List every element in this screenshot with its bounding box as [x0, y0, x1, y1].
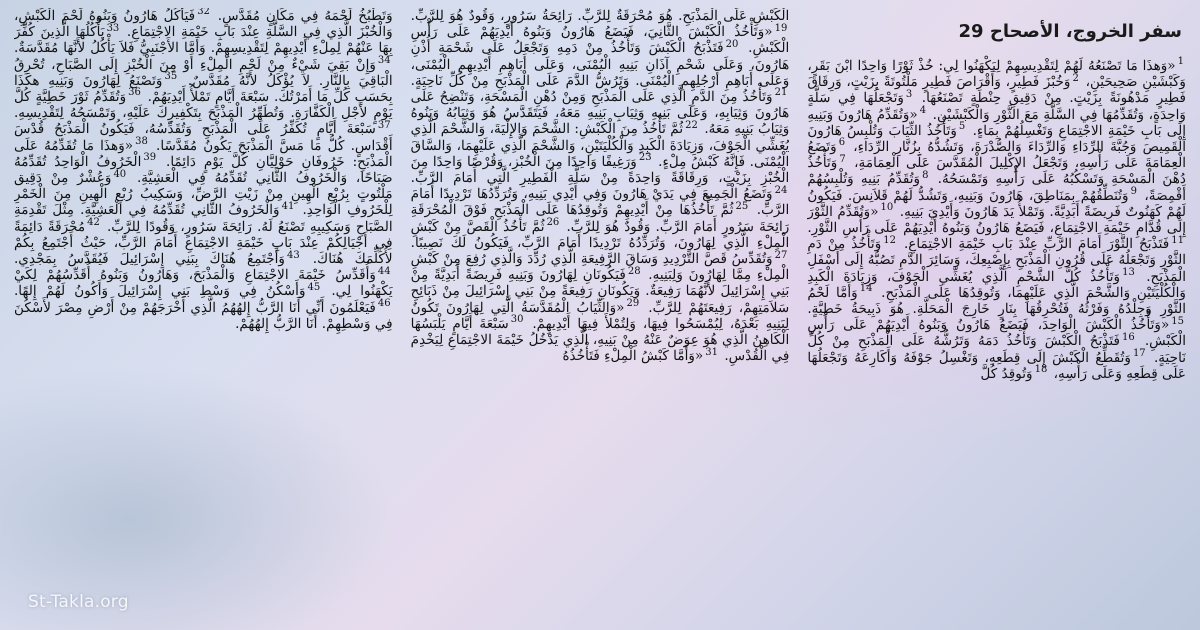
verse-number: 30	[510, 314, 524, 326]
verse-number: 40	[113, 168, 127, 180]
verse-number: 16	[1122, 331, 1135, 343]
verse-text: وَتُوقِدُ كُلَّ	[980, 365, 1033, 382]
column-right-body	[807, 58, 1186, 382]
verse-number: 1	[1177, 56, 1184, 68]
verse-number: 17	[1132, 348, 1146, 360]
column-middle	[411, 8, 790, 614]
verse	[411, 8, 790, 24]
verse-number: 19	[774, 22, 788, 34]
verse-text: وَرَغِيفًا وَاحِدًا مِنَ الْخُبْزِ، وَقُرْصًا وَاحِدًا مِنَ الْخُبْزِ بِزَيْتٍ، وَرِقَاقَةً وَاحِدَةً مِنْ سَلَّةِ الْفَطِيرِ الَّتِي أَمَامَ الرَّبِّ.	[410, 153, 790, 187]
verse-number: 34	[377, 55, 391, 67]
verse-text: «وَهذَا مَا تَصْنَعُهُ لَهُمْ لِتَقْدِيسِهِمْ لِيَكْهَنُوا لِي: خُذْ ثَوْرًا وَاحِدًا ابْنَ بَقَرٍ، وَكَبْشَيْنِ صَحِيحَيْنِ،	[807, 58, 1186, 91]
verse-text: وَتَصْنَعُ لِهَارُونَ وَبَنِيهِ هكَذَا بِحَسَبِ كُلِّ مَا أَمَرْتُكَ. سَبْعَةَ أَيَّامٍ تَمْلأُ أَيْدِيَهُمْ.	[13, 72, 393, 106]
verse-number: 4	[919, 105, 927, 117]
verse-text: «وَهذَا مَا تُقَدِّمُهُ عَلَى الْمَذْبَحِ: خَرُوفَانِ حَوْلِيَّانِ كُلَّ يَوْمٍ دَائِمًا.	[13, 137, 393, 170]
verse-number: 7	[839, 153, 846, 165]
verse-text: ثُمَّ تَأْخُذُ الْقَصَّ مِنْ كَبْشِ الْمِلْءِ الَّذِي لِهَارُونَ، وَتُرَدِّدُهُ تَرْدِيدًا أَمَامَ الرَّبِّ، فَيَكُونُ لَكَ نَصِيبًا.	[410, 218, 790, 251]
verse-text: فَيَكُونَانِ لِهَارُونَ وَبَنِيهِ فَرِيضَةً أَبَدِيَّةً مِنْ بَنِي إِسْرَائِيلَ لأَنَّهُمَا رَفِيعَةٌ. وَيَكُونَانِ رَفِيعَةً مِنْ بَنِي إِسْرَائِيلَ مِنْ ذَبَائِحِ سَلاَمَتِهِمْ، رَفِيعَتَهُمْ لِلرَّبِّ.	[410, 267, 790, 316]
verse-text: «وَتَأْخُذُ الْكَبْشَ الثَّانِيَ، فَيَضَعُ هَارُونُ وَبَنُوهُ أَيْدِيَهُمْ عَلَى رَأْسِ الْكَبْشِ.	[410, 24, 790, 57]
verse-number: 13	[1122, 267, 1135, 279]
text-columns	[14, 8, 1186, 614]
verse-number: 37	[377, 119, 391, 131]
verse-number: 3	[905, 88, 913, 100]
verse-text: «وَتُقَدِّمُ هَارُونَ وَبَنِيهِ إِلَى بَابِ خَيْمَةِ الاجْتِمَاعِ وَتَغْسِلُهُمْ بِمَاءٍ.	[807, 106, 1186, 139]
verse-text: وَتَطْبُخُ لَحْمَهُ فِي مَكَانٍ مُقَدَّسٍ.	[217, 8, 393, 24]
verse-text: وَتَأْخُذُ الثِّيَابَ وَتُلْبِسُ هَارُونَ الْقَمِيصَ وَجُبَّةَ الرِّدَاءِ وَالرِّدَاءَ وَالصُّدْرَةَ، وَتَشُدُّهُ بِزُنَّارِ الرِّدَاءِ،	[807, 122, 1186, 156]
verse-text: وَالْخَرُوفُ الثَّانِي تُقَدِّمُهُ فِي الْعَشِيَّةِ. مِثْلَ تَقْدِمَةِ الصَّبَاحِ وَسَكِيبِهِ تَصْنَعُ لَهُ. رَائِحَةَ سَرُورٍ، وَقُودًا لِلرَّبِّ.	[13, 202, 393, 235]
verse	[14, 283, 322, 299]
verse-text: الْخَرُوفُ الْوَاحِدُ تُقَدِّمُهُ صَبَاحًا، وَالْخَرُوفُ الثَّانِي تُقَدِّمُهُ فِي الْعَشِيَّةِ.	[13, 153, 393, 187]
verse	[411, 40, 790, 88]
verse-number: 21	[774, 87, 788, 99]
verse-text: وَعُشْرٌ مِنْ دَقِيق مَلْتُوتٍ بِرُبْعِ الْهِينِ مِنْ زَيْتِ الرَّضِّ، وَسَكِيبُ رُبْعِ الْهِينِ مِنَ الْخَمْرِ لِلْخَرُوفِ الْوَاحِدِ.	[13, 170, 393, 219]
verse-number: 25	[735, 200, 749, 212]
verse-text: يَأْكُلُهَا الَّذِينَ كُفِّرَ بِهَا عَنْهُمْ لِمِلْءِ أَيْدِيهِمْ لِتَقْدِيسِهِمْ. وَأَمَّا الأَجْنَبِيُّ فَلاَ يَأْكُلُ لأَنَّهَا مُقَدَّسَةٌ.	[13, 24, 393, 57]
verse-text: وَأَجْتَمِعُ هُنَاكَ بِبَنِي إِسْرَائِيلَ فَيُقَدَّسُ بِمَجْدِي.	[13, 251, 286, 268]
verse-number: 5	[958, 121, 966, 133]
verse-text: وَأَسْكُنُ فِي وَسْطِ بَنِي إِسْرَائِيلَ وَأَكُونُ لَهُمْ إِلهًا.	[13, 283, 306, 300]
verse-number: 14	[859, 283, 873, 295]
verse-text: وَتَجْعَلُهَا فِي سَلَّةٍ وَاحِدَةٍ، وَتُقَدِّمُهَا فِي السَّلَّةِ مَعَ الثَّوْرِ وَالْكَبْشَيْنِ.	[807, 90, 1186, 123]
verse-number: 46	[377, 298, 391, 310]
verse-number: 28	[627, 265, 641, 277]
verse-text: وَتَأْخُذُ كُلَّ الشَّحْمِ الَّذِي يُغَشِّي الْجَوْفَ، وَزِيَادَةَ الْكَبِدِ وَالْكُلْيَتَيْنِ وَالشَّحْمَ الَّذِي عَلَيْهِمَا، وَتُوقِدُهَا عَلَى الْمَذْبَحِ.	[807, 268, 1186, 301]
verse-number: 9	[1130, 186, 1137, 198]
verse-text: وَتُقَدِّمُ ثَوْرَ خَطِيَّةٍ كُلَّ يَوْمٍ لأَجْلِ الْكَفَّارَةِ. وَتُطَهِّرُ الْمَذْبَحَ بِتَكْفِيرِكَ عَلَيْهِ، وَتَمْسَحُهُ لِتَقْدِيسِهِ.	[13, 89, 393, 122]
verse	[904, 236, 1186, 252]
verse-text: مُحْرَقَةً دَائِمَةً فِي أَجْيَالِكُمْ عِنْدَ بَابِ خَيْمَةِ الاجْتِمَاعِ أَمَامَ الرَّبِّ، حَيْثُ أَجْتَمِعُ بِكُمْ لأُكَلِّمَكَ هُنَاكَ.	[13, 218, 393, 268]
verse-text: وَتَضَعُ الْجَمِيعَ فِي يَدَيْ هَارُونَ وَفِي أَيْدِي بَنِيهِ، وَتُرَدِّدُهَا تَرْدِيدًا أَمَامَ الرَّبِّ.	[410, 186, 790, 219]
verse-number: 2	[1072, 72, 1079, 84]
verse-text: وَتَضَعُ الْعِمَامَةَ عَلَى رَأْسِهِ، وَتَجْعَلُ الإِكْلِيلَ الْمُقَدَّسَ عَلَى الْعِمَامَةِ،	[807, 139, 1186, 172]
verse-number: 32	[197, 8, 210, 18]
verse-text: الْكَبْشِ عَلَى الْمَذْبَحِ. هُوَ مُحْرَقَةٌ لِلرَّبِّ. رَائِحَةُ سَرُورٍ، وَقُودٌ هُوَ لِلرَّبِّ.	[410, 8, 790, 24]
site-watermark: St-Takla.org	[28, 592, 129, 612]
verse-text: فَيَعْلَمُونَ أَنِّي أَنَا الرَّبُّ إِلهُهُمُ الَّذِي أَخْرَجَهُمْ مِنْ أَرْضِ مِصْرَ لأَسْكُنَ فِي وَسْطِهِمْ. أَنَا الرَّبُّ إِلهُهُمْ.	[13, 299, 393, 332]
verse-text: وَأُقَدِّسُ خَيْمَةَ الاجْتِمَاعِ وَالْمَذْبَحَ، وَهَارُونُ وَبَنُوهُ أُقَدِّسُهُمْ لِكَيْ يَكْهَنُوا لِي.	[13, 267, 393, 300]
column-left-body	[14, 8, 393, 332]
verse-number: 26	[546, 217, 560, 229]
verse-number: 39	[143, 152, 157, 164]
verse-text: وَتَأْخُذُ مِنَ الدَّمِ الَّذِي عَلَى الْمَذْبَحِ وَمِنْ دُهْنِ الْمَسْحَةِ، وَتَنْضِحُ عَلَى هَارُونَ وَثِيَابِهِ، وَعَلَى بَنِيهِ وَثِيَابِ بَنِيهِ مَعَهُ، فَيَتَقَدَّسُ هُوَ وَثِيَابُهُ وَبَنُوهُ وَثِيَابُ بَنِيهِ مَعَهُ.	[410, 89, 790, 138]
verse	[562, 348, 720, 364]
verse-text: «وَأَمَّا كَبْشُ الْمِلْءِ فَتَأْخُذُهُ	[562, 348, 704, 365]
page-title: سفر الخروج، الأصحاح 29	[958, 21, 1182, 42]
verse-number: 27	[774, 249, 788, 261]
verse-text: وَتَأْخُذُ مِنْ دَمِ الثَّوْرِ وَتَجْعَلُهُ عَلَى قُرُونِ الْمَذْبَحِ بِإِصْبِعِكَ، وَسَائِرَ الدَّمِ تَصُبُّهُ إِلَى أَسْفَلِ الْمَذْبَحِ.	[807, 236, 1186, 285]
verse-number: 20	[725, 38, 739, 50]
verse-number: 15	[1171, 315, 1184, 327]
verse-number: 36	[128, 87, 141, 99]
verse-text: «وَتُقَدِّمُ الثَّوْرَ إِلَى قُدَّامِ خَيْمَةِ الاجْتِمَاعِ، فَيَضَعُ هَارُونُ وَبَنُوهُ أَيْدِيَهُمْ عَلَى رَأْسِ الثَّوْرِ.	[807, 203, 1186, 237]
verse-number: 10	[880, 202, 894, 214]
verse-number: 12	[883, 234, 897, 246]
verse-text: فَتَذْبَحُ الْكَبْشَ وَتَأْخُذُ مِنْ دَمِهِ وَتَجْعَلُ عَلَى شَحْمَةِ أُذْنِ هَارُونَ، وَعَلَى شَحْمِ آذَانِ بَنِيهِ الْيُمْنَى، وَعَلَى أَبَاهِمِ أَيْدِيهِمِ الْيُمْنَى، وَعَلَى أَبَاهِمِ أَرْجُلِهِمِ الْيُمْنَى. وَتَرُشُّ الدَّمَ عَلَى الْمَذْبَحِ مِنْ كُلِّ نَاحِيَةٍ.	[410, 40, 790, 89]
verse-text: وَتُقَدِّسُ قَصَّ التَّرْدِيدِ وَسَاقَ الرَّفِيعَةِ الَّذِي رُدِّدَ وَالَّذِي رُفِعَ مِنْ كَبْشِ الْمِلْءِ مِمَّا لِهَارُونَ وَلِبَنِيهِ.	[410, 251, 790, 284]
verse-number: 31	[705, 346, 718, 358]
verse-text: ثُمَّ تَأْخُذُهَا مِنْ أَيْدِيهِمْ وَتُوقِدُهَا عَلَى الْمَذْبَحِ فَوْقَ الْمُحْرَقَةِ رَائِحَةَ سَرُورٍ أَمَامَ الرَّبِّ. وَقُودٌ هُوَ لِلرَّبِّ.	[410, 202, 790, 235]
verse-text: وَتَأْخُذُ دُهْنَ الْمَسْحَةِ وَتَسْكُبُهُ عَلَى رَأْسِهِ وَتَمْسَحُهُ.	[807, 155, 1186, 188]
column-right	[807, 8, 1186, 614]
column-middle-body	[411, 8, 790, 364]
verse	[14, 300, 393, 332]
verse-number: 35	[164, 71, 178, 83]
verse-text: وَتُقَدِّمُ بَنِيهِ وَتُلْبِسُهُمْ أَقْمِصَةً،	[807, 171, 1186, 204]
verse-text: «وَالثِّيَابُ الْمُقَدَّسَةُ الَّتِي لِهَارُونَ تَكُونُ لِبَنِيهِ بَعْدَهُ، لِيُمْسَحُوا فِيهَا، وَلِتُمْلأَ فِيهَا أَيْدِيهِمْ.	[410, 299, 790, 332]
verse-number: 11	[1171, 234, 1184, 246]
verse	[14, 251, 302, 267]
verse-number: 6	[838, 137, 846, 149]
verse-number: 38	[135, 136, 148, 148]
verse-number: 45	[307, 281, 321, 293]
verse-text: «وَتَأْخُذُ الْكَبْشَ الْوَاحِدَ، فَيَضَعُ هَارُونُ وَبَنُوهُ أَيْدِيَهُمْ عَلَى رَأْسِ الْكَبْشِ.	[807, 317, 1186, 350]
verse-text: وَإِنْ بَقِيَ شَيْءٌ مِنْ لَحْمِ الْمِلْءِ أَوْ مِنَ الْخُبْزِ إِلَى الصَّبَاحِ، تُحْرِقُ الْبَاقِيَ بِالنَّارِ. لاَ يُؤْكَلُ لأَنَّهُ مُقَدَّسٌ.	[13, 56, 393, 89]
verse-number: 23	[638, 152, 652, 164]
verse-text: فَيَأْكُلُ هَارُونُ وَبَنُوهُ لَحْمَ الْكَبْشِ، وَالْخُبْزَ الَّذِي فِي السَّلَّةِ عِنْدَ بَابِ خَيْمَةِ الاجْتِمَاعِ.	[13, 8, 393, 41]
verse-text: وَتُنَطِّقُهُمْ بِمَنَاطِقَ، هَارُونَ وَبَنِيهِ، وَتَشُدُّ لَهُمْ قَلاَنِسَ. فَيَكُونُ لَهُمْ كَهَنُوتٌ فَرِيضَةً أَبَدِيَّةً. وَتَمْلأُ يَدَ هَارُونَ وَأَيْدِيَ بَنِيهِ.	[807, 187, 1186, 220]
verse	[218, 8, 393, 24]
verse-number: 22	[685, 119, 698, 131]
verse-text: وَتُقَطِّعُ الْكَبْشَ إِلَى قِطَعِهِ، وَتَغْسِلُ جَوْفَهُ وَأَكَارِعَهُ وَتَجْعَلُهَا عَلَى قِطَعِهِ وَعَلَى رَأْسِهِ،	[807, 349, 1186, 382]
verse-text: ثُمَّ تَأْخُذُ مِنَ الْكَبْشِ: الشَّحْمَ وَالإِلْيَةَ، وَالشَّحْمَ الَّذِي يُغَشِّي الْجَوْفَ، وَزِيَادَةَ الْكَبِدِ وَالْكُلْيَتَيْنِ، وَالشَّحْمَ الَّذِي عَلَيْهِمَا، وَالسَّاقَ الْيُمْنَى. فَإِنَّهُ كَبْشُ مِلْءٍ.	[410, 121, 790, 170]
verse-text: وَخُبْزَ فَطِيرٍ، وَأَقْرَاصَ فَطِيرٍ مَلْتُوتَةً بِزَيْتٍ، وَرِقَاقَ فَطِيرٍ مَدْهُونَةً بِزَيْتٍ. مِنْ دَقِيقِ حِنْطَةٍ تَصْنَعُهَا.	[807, 74, 1186, 107]
verse-text: سَبْعَةَ أَيَّامٍ يَلْبَسُهَا الْكَاهِنُ الَّذِي هُوَ عِوَضٌ عَنْهُ مِنْ بَنِيهِ، الَّذِي يَدْخُلُ خَيْمَةَ الاجْتِمَاعِ لِيَخْدِمَ فِي الْقُدْسِ.	[410, 315, 790, 365]
verse-number: 43	[287, 249, 300, 261]
verse-number: 24	[774, 184, 788, 196]
verse-number: 8	[922, 169, 929, 181]
verse-text: فَتَذْبَحُ الثَّوْرَ أَمَامَ الرَّبِّ عِنْدَ بَابِ خَيْمَةِ الاجْتِمَاعِ.	[903, 236, 1170, 253]
verse-number: 33	[106, 22, 120, 34]
verse-text: سَبْعَةَ أَيَّامٍ تُكَفِّرُ عَلَى الْمَذْبَحِ وَتُقَدِّسُهُ، فَيَكُونُ الْمَذْبَحُ قُدْسَ أَقْدَاسٍ. كُلُّ مَا مَسَّ الْمَذْبَحَ يَكُونُ مُقَدَّسًا.	[13, 121, 393, 154]
column-left	[14, 8, 393, 614]
verse-text: فَتَذْبَحُ الْكَبْشَ وَتَأْخُذُ دَمَهُ وَتَرُشُّهُ عَلَى الْمَذْبَحِ مِنْ كُلِّ نَاحِيَةٍ.	[807, 333, 1186, 366]
verse-number: 29	[626, 298, 640, 310]
verse-number: 41	[281, 200, 295, 212]
verse-number: 44	[377, 265, 391, 277]
verse-number: 42	[87, 217, 100, 229]
verse-text: وَأَمَّا لَحْمُ الثَّوْرِ وَجِلْدُهُ وَفَرْثُهُ فَتُحْرِقُهَا بِنَارٍ خَارِجَ الْمَحَلَّةِ. هُوَ ذَبِيحَةُ خَطِيَّةٍ.	[807, 284, 1186, 318]
verse	[981, 366, 1050, 382]
verse-number: 18	[1034, 364, 1048, 376]
